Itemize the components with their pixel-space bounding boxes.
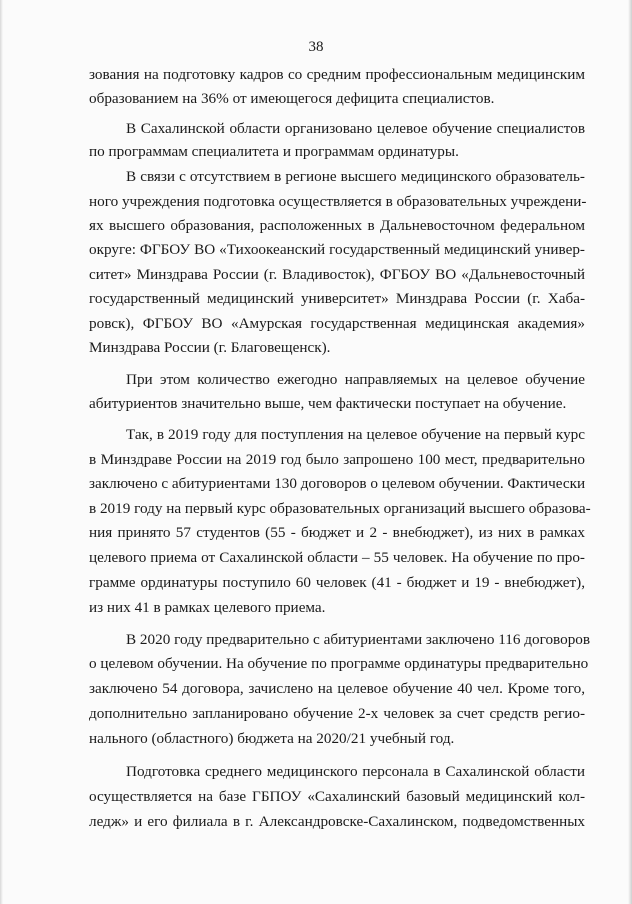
- text-line: ях высшего образования, расположенных в Дальневосточном федеральном: [89, 217, 585, 234]
- text-line: государственный медицинский университет» Минздрава России (г. Хаба-: [89, 290, 585, 307]
- text-line: округе: ФГБОУ ВО «Тихоокеанский государственный медицинский универ-: [89, 241, 585, 258]
- text-line: заключено 54 договора, зачислено на целевое обучение 40 чел. Кроме того,: [89, 680, 585, 697]
- text-line: целевого приема от Сахалинской области – 55 человек. На обучение по про-: [89, 549, 585, 566]
- text-line: из них 41 в рамках целевого приема.: [89, 599, 326, 616]
- text-line: При этом количество ежегодно направляемых на целевое обучение: [126, 371, 585, 388]
- text-line: В связи с отсутствием в регионе высшего медицинского образователь-: [126, 168, 585, 185]
- text-line: Минздрава России (г. Благовещенск).: [89, 339, 331, 356]
- text-line: Так, в 2019 году для поступления на целевое обучение на первый курс: [126, 426, 585, 443]
- scan-edge-left: [0, 0, 3, 904]
- page-number: 38: [308, 39, 324, 55]
- text-line: абитуриентов значительно выше, чем фактически поступает на обучение.: [89, 395, 567, 412]
- scan-edge-right: [628, 0, 632, 904]
- text-line: в Минздраве России на 2019 год было запрошено 100 мест, предварительно: [89, 451, 585, 468]
- text-line: осуществляется на базе ГБПОУ «Сахалинский базовый медицинский кол-: [89, 788, 585, 805]
- text-line: образованием на 36% от имеющегося дефицита специалистов.: [89, 90, 495, 107]
- text-line: ного учреждения подготовка осуществляется в образовательных учреждени-: [89, 193, 587, 210]
- text-line: зования на подготовку кадров со средним профессиональным медицинским: [89, 66, 585, 83]
- text-line: ровск), ФГБОУ ВО «Амурская государственная медицинская академия»: [89, 315, 585, 332]
- text-line: В Сахалинской области организовано целевое обучение специалистов: [126, 120, 585, 137]
- text-line: ситет» Минздрава России (г. Владивосток), ФГБОУ ВО «Дальневосточный: [89, 266, 585, 283]
- text-line: дополнительно запланировано обучение 2-х человек за счет средств регио-: [89, 705, 585, 722]
- text-line: о целевом обучении. На обучение по программе ординатуры предварительно: [89, 655, 589, 672]
- text-line: в 2019 году на первый курс образовательных организаций высшего образова-: [89, 500, 591, 517]
- text-line: нального (областного) бюджета на 2020/21 учебный год.: [89, 730, 455, 747]
- text-line: В 2020 году предварительно с абитуриентами заключено 116 договоров: [126, 631, 591, 648]
- text-line: грамме ординатуры поступило 60 человек (41 - бюджет и 19 - внебюджет),: [89, 574, 585, 591]
- text-line: заключено с абитуриентами 130 договоров о целевом обучении. Фактически: [89, 475, 586, 492]
- text-line: ледж» и его филиала в г. Александровске-Сахалинском, подведомственных: [89, 813, 585, 830]
- text-line: Подготовка среднего медицинского персонала в Сахалинской области: [126, 763, 585, 780]
- text-line: по программам специалитета и программам ординатуры.: [89, 143, 459, 160]
- text-line: ния принято 57 студентов (55 - бюджет и 2 - внебюджет), из них в рамках: [89, 524, 585, 541]
